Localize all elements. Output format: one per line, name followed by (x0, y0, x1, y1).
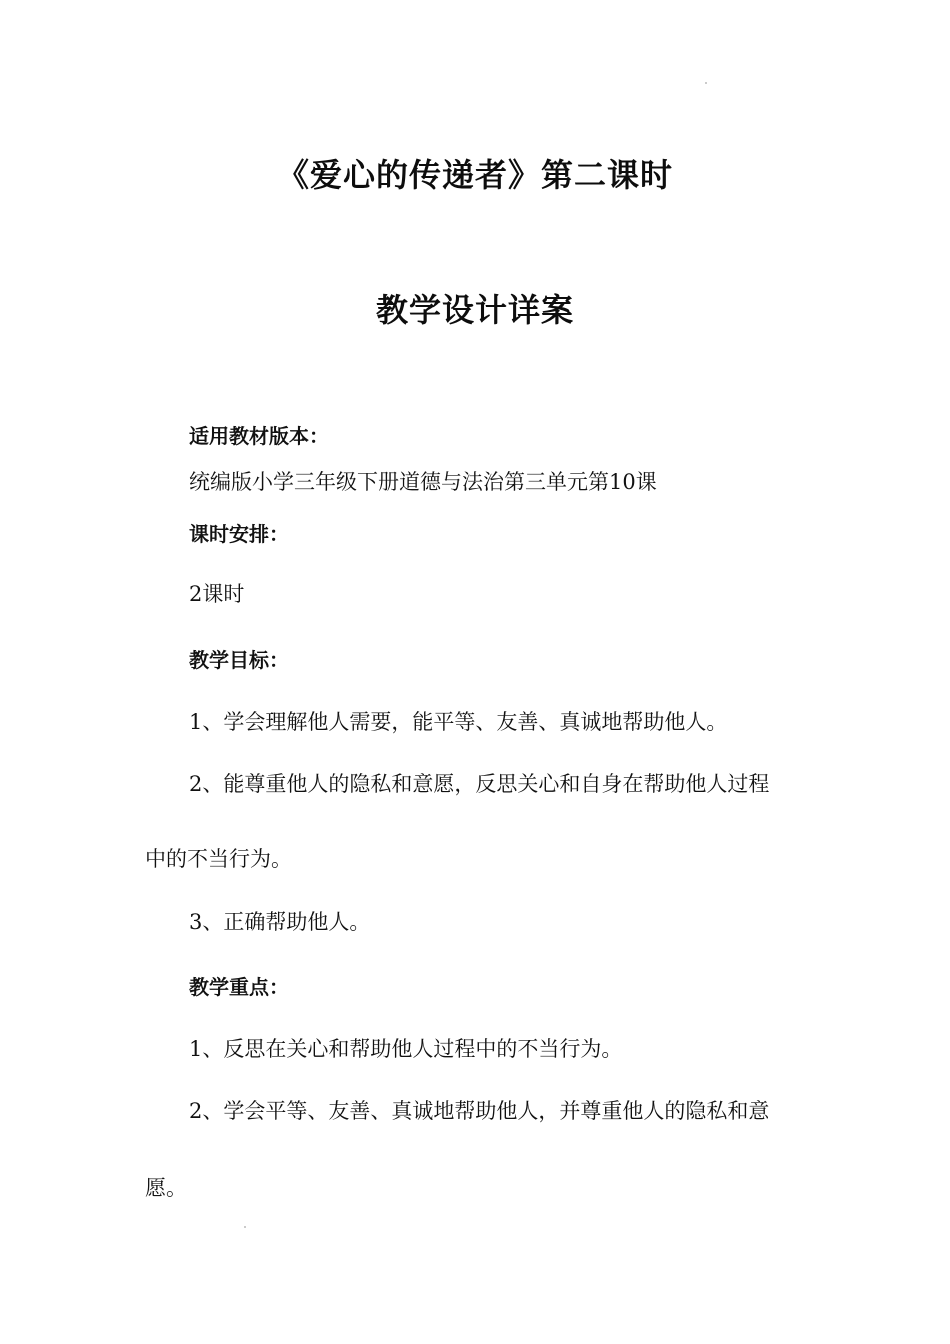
teaching-focus-2: 2、学会平等、友善、真诚地帮助他人，并尊重他人的隐私和意 (189, 1099, 770, 1123)
speck-mark (705, 82, 707, 84)
teaching-focus-1: 1、反思在关心和帮助他人过程中的不当行为。 (189, 1037, 623, 1061)
teaching-focus-heading: 教学重点： (189, 975, 289, 999)
schedule-text: 2课时 (189, 582, 245, 606)
textbook-version-heading: 适用教材版本： (189, 424, 329, 448)
document-title: 《爱心的传递者》第二课时 (276, 156, 673, 194)
teaching-goals-heading: 教学目标： (189, 648, 289, 672)
teaching-goal-3: 3、正确帮助他人。 (189, 910, 371, 934)
teaching-goal-2: 2、能尊重他人的隐私和意愿，反思关心和自身在帮助他人过程 (189, 772, 770, 796)
teaching-focus-2-continued: 愿。 (145, 1176, 187, 1200)
textbook-version-text: 统编版小学三年级下册道德与法治第三单元第10课 (189, 470, 657, 494)
document-subtitle: 教学设计详案 (375, 291, 574, 329)
teaching-goal-1: 1、学会理解他人需要，能平等、友善、真诚地帮助他人。 (189, 710, 728, 734)
teaching-goal-2-continued: 中的不当行为。 (145, 847, 292, 871)
speck-mark (244, 1226, 246, 1228)
schedule-heading: 课时安排： (189, 522, 289, 546)
